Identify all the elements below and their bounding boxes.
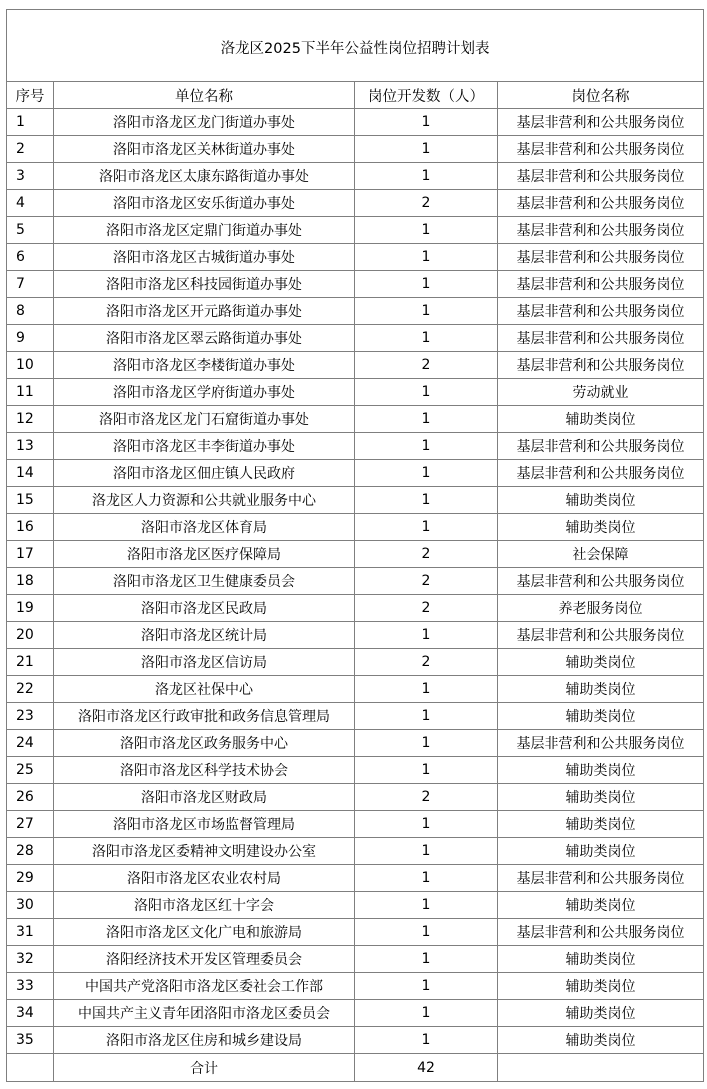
cell-unit: 洛龙区社保中心	[54, 676, 355, 703]
cell-unit: 洛阳市洛龙区古城街道办事处	[54, 244, 355, 271]
cell-count: 1	[355, 730, 498, 757]
cell-count: 1	[355, 622, 498, 649]
table-row	[7, 568, 704, 595]
cell-seq: 18	[7, 568, 54, 595]
cell-post: 基层非营利和公共服务岗位	[498, 568, 704, 595]
cell-post: 辅助类岗位	[498, 514, 704, 541]
cell-seq: 2	[7, 136, 54, 163]
table-row	[7, 352, 704, 379]
table-row	[7, 973, 704, 1000]
cell-post: 劳动就业	[498, 379, 704, 406]
table-row	[7, 217, 704, 244]
cell-post: 辅助类岗位	[498, 892, 704, 919]
cell-count: 1	[355, 973, 498, 1000]
table-row	[7, 676, 704, 703]
cell-unit: 洛阳市洛龙区卫生健康委员会	[54, 568, 355, 595]
cell-count: 1	[355, 244, 498, 271]
cell-seq: 13	[7, 433, 54, 460]
cell-seq: 31	[7, 919, 54, 946]
column-header-count: 岗位开发数（人）	[355, 82, 498, 109]
table-row	[7, 865, 704, 892]
cell-seq: 14	[7, 460, 54, 487]
cell-seq: 9	[7, 325, 54, 352]
cell-unit: 洛阳市洛龙区开元路街道办事处	[54, 298, 355, 325]
cell-seq: 32	[7, 946, 54, 973]
cell-post: 基层非营利和公共服务岗位	[498, 325, 704, 352]
cell-unit: 洛阳市洛龙区财政局	[54, 784, 355, 811]
cell-post: 基层非营利和公共服务岗位	[498, 244, 704, 271]
cell-seq: 21	[7, 649, 54, 676]
table-row	[7, 1027, 704, 1054]
cell-count: 2	[355, 595, 498, 622]
cell-unit: 洛阳市洛龙区定鼎门街道办事处	[54, 217, 355, 244]
cell-seq: 17	[7, 541, 54, 568]
cell-seq: 6	[7, 244, 54, 271]
total-blank-cell	[7, 1054, 54, 1082]
table-row	[7, 109, 704, 136]
cell-seq: 8	[7, 298, 54, 325]
table-row	[7, 244, 704, 271]
cell-post: 辅助类岗位	[498, 703, 704, 730]
table-row	[7, 325, 704, 352]
cell-seq: 27	[7, 811, 54, 838]
cell-count: 1	[355, 325, 498, 352]
cell-seq: 10	[7, 352, 54, 379]
cell-seq: 23	[7, 703, 54, 730]
cell-count: 1	[355, 811, 498, 838]
table-row	[7, 541, 704, 568]
cell-post: 辅助类岗位	[498, 1000, 704, 1027]
table-row	[7, 784, 704, 811]
table-row	[7, 622, 704, 649]
cell-unit: 洛阳市洛龙区丰李街道办事处	[54, 433, 355, 460]
cell-unit: 中国共产主义青年团洛阳市洛龙区委员会	[54, 1000, 355, 1027]
table-row	[7, 730, 704, 757]
table-row	[7, 190, 704, 217]
total-label: 合计	[54, 1054, 355, 1082]
cell-count: 1	[355, 865, 498, 892]
cell-unit: 洛阳市洛龙区医疗保障局	[54, 541, 355, 568]
cell-unit: 洛阳市洛龙区关林街道办事处	[54, 136, 355, 163]
cell-unit: 洛阳市洛龙区安乐街道办事处	[54, 190, 355, 217]
cell-count: 1	[355, 1027, 498, 1054]
cell-post: 辅助类岗位	[498, 676, 704, 703]
total-row	[7, 1054, 704, 1082]
cell-unit: 洛阳市洛龙区农业农村局	[54, 865, 355, 892]
cell-count: 2	[355, 190, 498, 217]
table-row	[7, 379, 704, 406]
table-row	[7, 892, 704, 919]
cell-count: 2	[355, 649, 498, 676]
cell-post: 辅助类岗位	[498, 784, 704, 811]
cell-post: 辅助类岗位	[498, 757, 704, 784]
cell-count: 1	[355, 892, 498, 919]
cell-unit: 洛阳市洛龙区太康东路街道办事处	[54, 163, 355, 190]
table-body	[7, 10, 704, 1082]
total-count: 42	[355, 1054, 498, 1082]
cell-seq: 35	[7, 1027, 54, 1054]
cell-seq: 1	[7, 109, 54, 136]
cell-unit: 洛阳市洛龙区李楼街道办事处	[54, 352, 355, 379]
cell-post: 养老服务岗位	[498, 595, 704, 622]
cell-count: 1	[355, 109, 498, 136]
cell-post: 辅助类岗位	[498, 487, 704, 514]
cell-post: 辅助类岗位	[498, 811, 704, 838]
table-row	[7, 136, 704, 163]
cell-post: 辅助类岗位	[498, 406, 704, 433]
cell-seq: 33	[7, 973, 54, 1000]
column-header-seq: 序号	[7, 82, 54, 109]
cell-seq: 19	[7, 595, 54, 622]
cell-post: 辅助类岗位	[498, 838, 704, 865]
cell-seq: 4	[7, 190, 54, 217]
title-row	[7, 10, 704, 82]
cell-unit: 洛阳经济技术开发区管理委员会	[54, 946, 355, 973]
cell-seq: 34	[7, 1000, 54, 1027]
table-row	[7, 595, 704, 622]
table-row	[7, 649, 704, 676]
cell-unit: 洛阳市洛龙区行政审批和政务信息管理局	[54, 703, 355, 730]
cell-unit: 洛阳市洛龙区信访局	[54, 649, 355, 676]
cell-unit: 洛阳市洛龙区佃庄镇人民政府	[54, 460, 355, 487]
cell-post: 基层非营利和公共服务岗位	[498, 136, 704, 163]
cell-unit: 洛阳市洛龙区翠云路街道办事处	[54, 325, 355, 352]
cell-post: 基层非营利和公共服务岗位	[498, 433, 704, 460]
cell-count: 1	[355, 919, 498, 946]
cell-unit: 洛阳市洛龙区龙门石窟街道办事处	[54, 406, 355, 433]
cell-seq: 5	[7, 217, 54, 244]
cell-count: 1	[355, 676, 498, 703]
table-row	[7, 703, 704, 730]
table-row	[7, 271, 704, 298]
column-header-post: 岗位名称	[498, 82, 704, 109]
table-row	[7, 433, 704, 460]
cell-post: 基层非营利和公共服务岗位	[498, 217, 704, 244]
cell-post: 基层非营利和公共服务岗位	[498, 298, 704, 325]
cell-unit: 洛阳市洛龙区龙门街道办事处	[54, 109, 355, 136]
cell-unit: 洛阳市洛龙区科学技术协会	[54, 757, 355, 784]
cell-count: 1	[355, 703, 498, 730]
table-row	[7, 460, 704, 487]
cell-post: 基层非营利和公共服务岗位	[498, 730, 704, 757]
cell-post: 基层非营利和公共服务岗位	[498, 109, 704, 136]
cell-unit: 洛阳市洛龙区民政局	[54, 595, 355, 622]
cell-post: 基层非营利和公共服务岗位	[498, 865, 704, 892]
cell-seq: 30	[7, 892, 54, 919]
cell-count: 1	[355, 379, 498, 406]
cell-unit: 洛龙区人力资源和公共就业服务中心	[54, 487, 355, 514]
cell-count: 2	[355, 568, 498, 595]
cell-unit: 洛阳市洛龙区委精神文明建设办公室	[54, 838, 355, 865]
cell-count: 1	[355, 838, 498, 865]
table-row	[7, 163, 704, 190]
recruitment-plan-sheet	[6, 9, 703, 1082]
cell-count: 1	[355, 757, 498, 784]
cell-post: 基层非营利和公共服务岗位	[498, 190, 704, 217]
cell-post: 基层非营利和公共服务岗位	[498, 352, 704, 379]
cell-seq: 26	[7, 784, 54, 811]
cell-seq: 3	[7, 163, 54, 190]
cell-unit: 洛阳市洛龙区市场监督管理局	[54, 811, 355, 838]
table-row	[7, 946, 704, 973]
cell-count: 1	[355, 271, 498, 298]
table-row	[7, 919, 704, 946]
cell-unit: 洛阳市洛龙区文化广电和旅游局	[54, 919, 355, 946]
total-post-blank-cell	[498, 1054, 704, 1082]
table-title: 洛龙区2025下半年公益性岗位招聘计划表	[7, 10, 704, 82]
cell-seq: 20	[7, 622, 54, 649]
cell-count: 1	[355, 163, 498, 190]
table-row	[7, 811, 704, 838]
column-header-unit: 单位名称	[54, 82, 355, 109]
cell-unit: 洛阳市洛龙区政务服务中心	[54, 730, 355, 757]
cell-seq: 22	[7, 676, 54, 703]
cell-seq: 16	[7, 514, 54, 541]
cell-seq: 25	[7, 757, 54, 784]
cell-post: 基层非营利和公共服务岗位	[498, 460, 704, 487]
cell-unit: 洛阳市洛龙区统计局	[54, 622, 355, 649]
cell-post: 基层非营利和公共服务岗位	[498, 271, 704, 298]
cell-count: 1	[355, 433, 498, 460]
cell-count: 2	[355, 352, 498, 379]
cell-count: 2	[355, 541, 498, 568]
cell-count: 1	[355, 487, 498, 514]
cell-post: 辅助类岗位	[498, 649, 704, 676]
cell-post: 辅助类岗位	[498, 1027, 704, 1054]
cell-seq: 15	[7, 487, 54, 514]
cell-count: 1	[355, 1000, 498, 1027]
cell-seq: 7	[7, 271, 54, 298]
cell-count: 1	[355, 460, 498, 487]
table-row	[7, 838, 704, 865]
cell-post: 基层非营利和公共服务岗位	[498, 163, 704, 190]
cell-count: 1	[355, 298, 498, 325]
cell-count: 1	[355, 406, 498, 433]
recruitment-plan-table	[6, 9, 704, 1082]
header-row	[7, 82, 704, 109]
table-row	[7, 298, 704, 325]
cell-unit: 洛阳市洛龙区学府街道办事处	[54, 379, 355, 406]
table-row	[7, 406, 704, 433]
cell-post: 辅助类岗位	[498, 973, 704, 1000]
cell-unit: 洛阳市洛龙区体育局	[54, 514, 355, 541]
cell-count: 1	[355, 136, 498, 163]
table-row	[7, 757, 704, 784]
cell-seq: 24	[7, 730, 54, 757]
cell-count: 1	[355, 217, 498, 244]
cell-unit: 洛阳市洛龙区住房和城乡建设局	[54, 1027, 355, 1054]
table-row	[7, 1000, 704, 1027]
cell-post: 辅助类岗位	[498, 946, 704, 973]
cell-post: 社会保障	[498, 541, 704, 568]
cell-count: 2	[355, 784, 498, 811]
cell-count: 1	[355, 946, 498, 973]
cell-post: 基层非营利和公共服务岗位	[498, 919, 704, 946]
cell-post: 基层非营利和公共服务岗位	[498, 622, 704, 649]
cell-seq: 28	[7, 838, 54, 865]
table-row	[7, 514, 704, 541]
cell-seq: 12	[7, 406, 54, 433]
cell-seq: 11	[7, 379, 54, 406]
table-row	[7, 487, 704, 514]
cell-unit: 洛阳市洛龙区红十字会	[54, 892, 355, 919]
cell-unit: 中国共产党洛阳市洛龙区委社会工作部	[54, 973, 355, 1000]
cell-count: 1	[355, 514, 498, 541]
cell-unit: 洛阳市洛龙区科技园街道办事处	[54, 271, 355, 298]
cell-seq: 29	[7, 865, 54, 892]
